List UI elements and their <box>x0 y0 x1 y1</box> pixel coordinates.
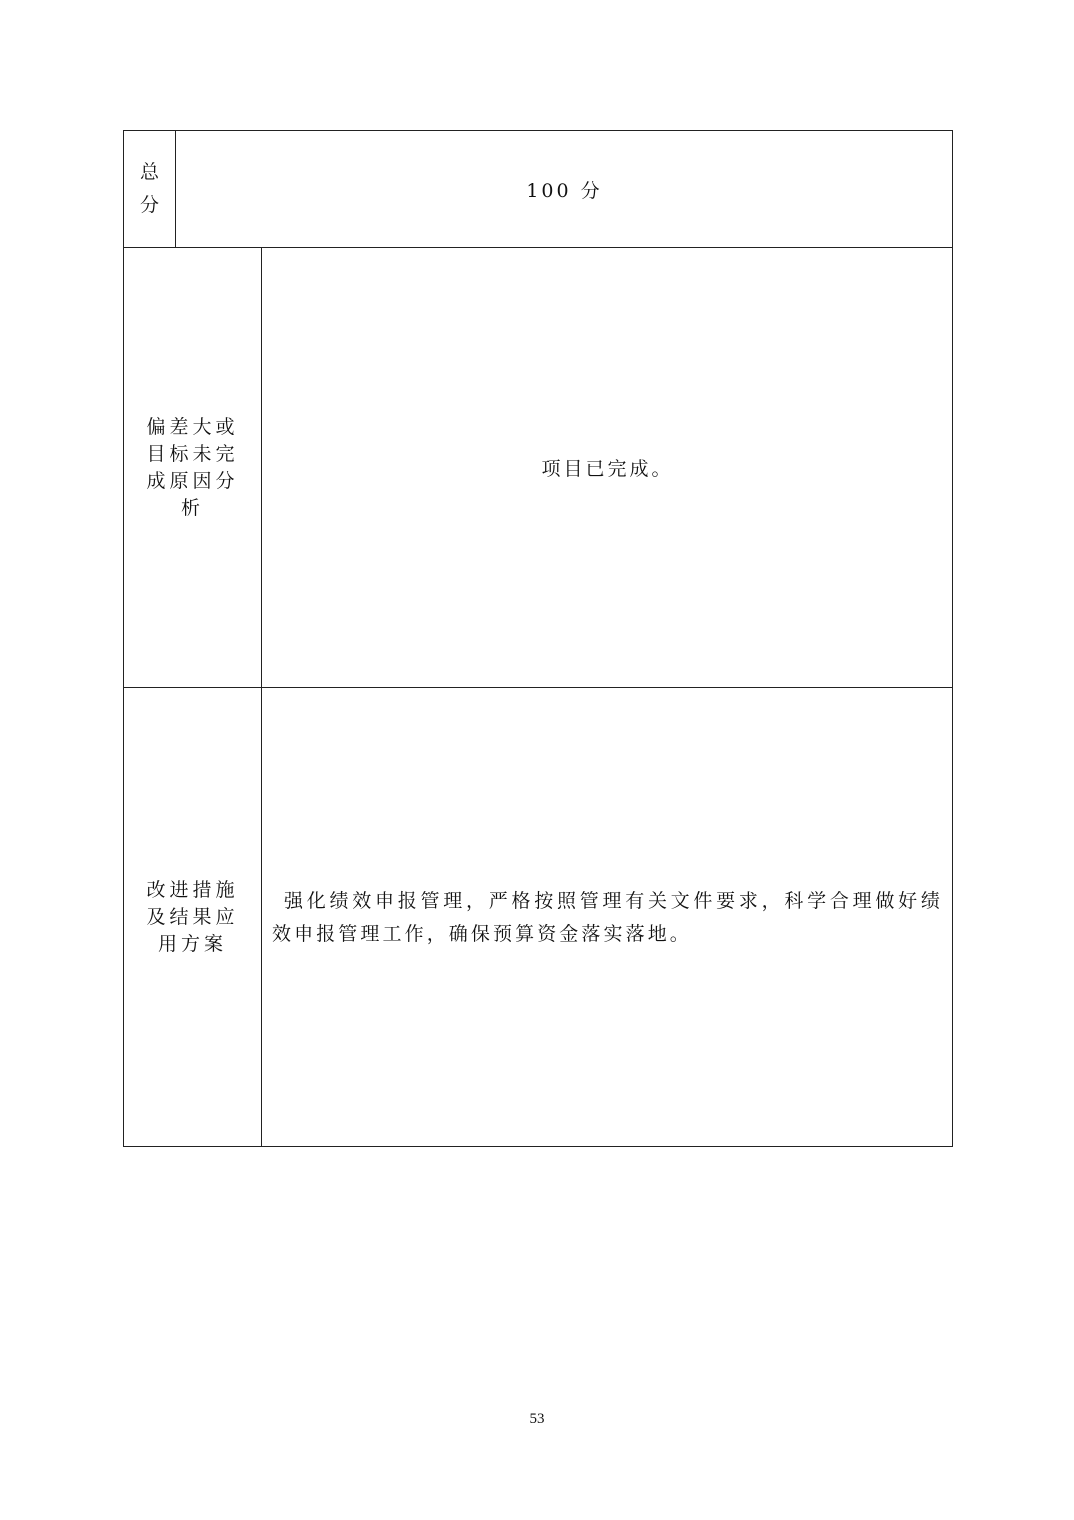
deviation-label-cell <box>124 248 261 687</box>
deviation-value: 项目已完成。 <box>541 458 674 480</box>
improvement-label: 改进措施及结果应用方案 <box>146 879 239 955</box>
improvement-value: 强化绩效申报管理，严格按照管理有关文件要求，科学合理做好绩效申报管理工作，确保预算资金落实落地。 <box>272 889 943 945</box>
total-label-cell <box>124 131 175 247</box>
performance-table <box>123 130 953 1147</box>
total-label-char: 总 <box>139 161 159 183</box>
improvement-value-cell <box>262 688 953 1147</box>
deviation-label: 偏差大或目标未完成原因分析 <box>146 415 239 519</box>
total-score-value: 100 分 <box>526 179 603 202</box>
total-value-cell <box>176 131 953 247</box>
improvement-label-cell <box>124 688 261 1147</box>
total-label <box>136 149 164 229</box>
page-number: 53 <box>529 1411 545 1427</box>
total-label-char: 分 <box>139 194 159 216</box>
deviation-value-cell <box>262 248 953 687</box>
